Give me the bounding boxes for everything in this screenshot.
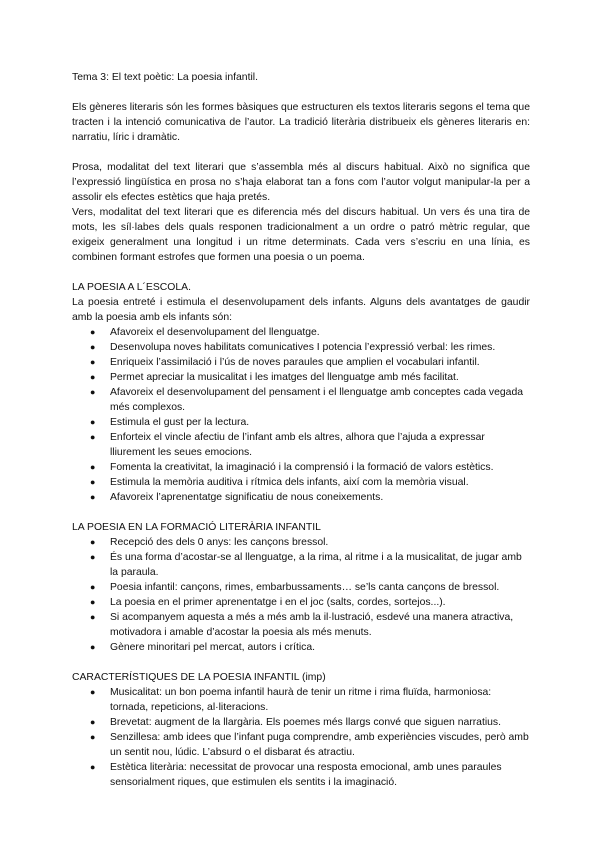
bullet-icon: ● (90, 327, 96, 337)
bullet-icon: ● (90, 477, 96, 487)
bullet-icon: ● (90, 612, 96, 622)
list-item: ● Estimula la memòria auditiva i rítmica dels infants, així com la memòria visual. (90, 477, 469, 488)
bullet-icon: ● (90, 342, 96, 352)
list-caracteristiques (72, 685, 530, 790)
intro-paragraph: Els gèneres literaris són les formes bàsiques que estructuren els textos literaris segons el tema que tracten i la intenció comunicativa de l’autor. La tradició literària distribueix els gèneres literaris en: narratiu, líric i dramàtic. (72, 102, 530, 143)
list-item: ● Afavoreix l’aprenentatge significatiu de nous coneixements. (90, 492, 384, 503)
bullet-icon: ● (90, 732, 96, 742)
list-item: ● Afavoreix el desenvolupament del llenguatge. (90, 327, 320, 338)
bullet-icon: ● (90, 717, 96, 727)
list-item: ● Musicalitat: un bon poema infantil haurà de tenir un ritme i rima fluïda, harmoniosa: tornada, repeticions, al·literacions. (90, 687, 492, 713)
prosa-paragraph: Prosa, modalitat del text literari que s’assembla més al discurs habitual. Això no significa que l’expressió lingüística en prosa no s’haja elaborat tan a fons com l’autor volgut manipular-la per a assolir els efectes estètics que haja pretés. (72, 162, 530, 203)
list-item: ● Senzillesa: amb idees que l’infant puga comprendre, amb experiències viscudes, però amb un sentit nou, lúdic. L’absurd o el disbarat és atractiu. (90, 732, 529, 758)
list-item: ● Estimula el gust per la lectura. (90, 417, 250, 428)
list-item: ● Fomenta la creativitat, la imaginació i la comprensió i la formació de valors estètics. (90, 462, 494, 473)
list-item: ● Enriqueix l’assimilació i l’ús de noves paraules que amplien el vocabulari infantil. (90, 357, 480, 368)
list-item: ● És una forma d’acostar-se al llenguatge, a la rima, al ritme i a la musicalitat, de jugar amb la paraula. (90, 552, 522, 578)
bullet-icon: ● (90, 582, 96, 592)
section-heading-escola: LA POESIA A L´ESCOLA. (72, 282, 191, 293)
bullet-icon: ● (90, 387, 96, 397)
list-escola (72, 325, 530, 505)
list-item: ● Si acompanyem aquesta a més a més amb la il·lustració, esdevé una manera atractiva, motivadora i amable d’acostar la poesia als més menuts. (90, 612, 514, 638)
list-formacio (72, 535, 530, 655)
list-item: ● Desenvolupa noves habilitats comunicatives I potencia l’expressió verbal: les rimes. (90, 342, 496, 353)
bullet-icon: ● (90, 687, 96, 697)
bullet-icon: ● (90, 762, 96, 772)
document-title: Tema 3: El text poètic: La poesia infantil. (72, 72, 258, 83)
bullet-icon: ● (90, 597, 96, 607)
list-item: ● La poesia en el primer aprenentatge i en el joc (salts, cordes, sortejos...). (90, 597, 446, 608)
bullet-icon: ● (90, 357, 96, 367)
bullet-icon: ● (90, 432, 96, 442)
list-item: ● Afavoreix el desenvolupament del pensament i el llenguatge amb conceptes cada vegada més complexos. (90, 387, 524, 413)
bullet-icon: ● (90, 372, 96, 382)
list-item: ● Permet apreciar la musicalitat i les imatges del llenguatge amb més facilitat. (90, 372, 459, 383)
bullet-icon: ● (90, 492, 96, 502)
section-intro-escola: La poesia entreté i estimula el desenvolupament dels infants. Alguns dels avantatges de gaudir amb la poesia amb els infants són: (72, 297, 530, 323)
bullet-icon: ● (90, 552, 96, 562)
vers-paragraph: Vers, modalitat del text literari que es diferencia més del discurs habitual. Un vers és una tira de mots, les síl·labes dels quals responen tradicionalment a un ordre o patró mètric regular, que exigeix generalment una longitud i un ritme determinats. Cada vers s’escriu en una línia, es combinen formant estrofes que formen una poesia o un poema. (72, 207, 530, 263)
list-item: ● Poesia infantil: cançons, rimes, embarbussaments… se’ls canta cançons de bressol. (90, 582, 500, 593)
bullet-icon: ● (90, 537, 96, 547)
list-item: ● Enforteix el vincle afectiu de l’infant amb els altres, alhora que l’ajuda a expressar lliurement les seues emocions. (90, 432, 485, 458)
section-heading-caracteristiques: CARACTERÍSTIQUES DE LA POESIA INFANTIL (imp) (72, 672, 326, 683)
bullet-icon: ● (90, 462, 96, 472)
section-heading-formacio: LA POESIA EN LA FORMACIÓ LITERÀRIA INFANTIL (72, 522, 321, 533)
bullet-icon: ● (90, 417, 96, 427)
list-item: ● Brevetat: augment de la llargària. Els poemes més llargs convé que siguen narratius. (90, 717, 502, 728)
bullet-icon: ● (90, 642, 96, 652)
list-item: ● Gènere minoritari pel mercat, autors i crítica. (90, 642, 315, 653)
list-item: ● Estètica literària: necessitat de provocar una resposta emocional, amb unes paraules sensorialment riques, que estimulen els sentits i la imaginació. (90, 762, 502, 788)
list-item: ● Recepció des dels 0 anys: les cançons bressol. (90, 537, 329, 548)
